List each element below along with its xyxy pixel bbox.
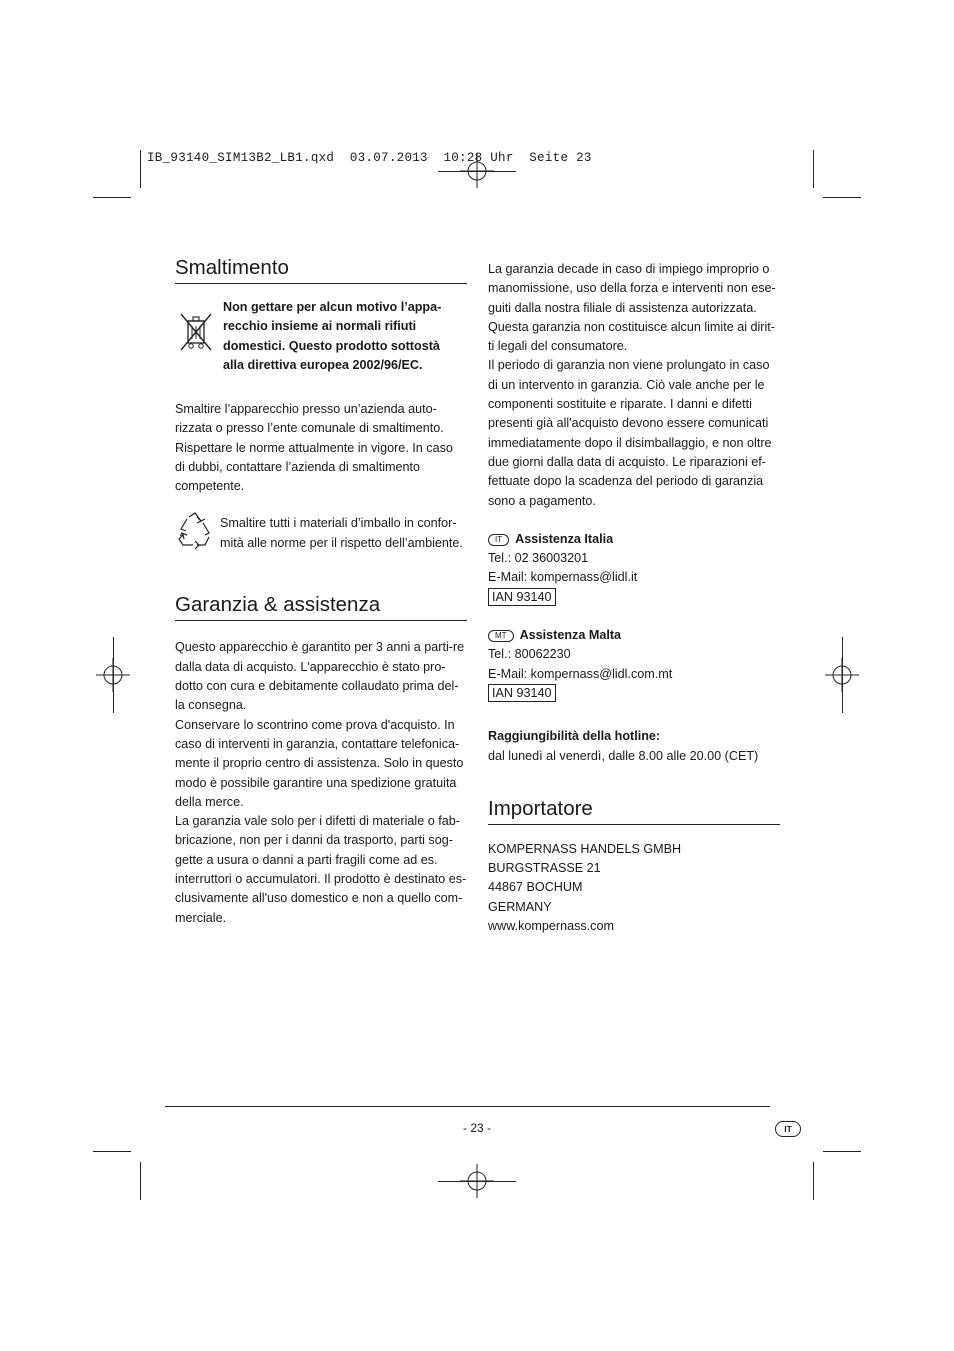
garanzia-p3: La garanzia vale solo per i difetti di materiale o fab-bricazione, non per i danni da trasporto, parti sog-gette a usura o danni a parti fragili come ad es. interruttori o accumulatori. Il prodotto è destinato es-clusivamente all'uso domestico e non a quello com-merciale. <box>175 814 467 925</box>
importer-line: GERMANY <box>488 899 552 914</box>
italia-ian: IAN 93140 <box>488 588 556 606</box>
recycle-note <box>175 514 467 558</box>
importer-website: www.kompernass.com <box>488 919 614 934</box>
left-column <box>175 255 467 928</box>
garanzia-heading: Garanzia & assistenza <box>175 592 467 621</box>
malta-email: E-Mail: kompernass@lidl.com.mt <box>488 666 673 681</box>
hotline <box>488 727 780 766</box>
weee-warning <box>175 300 467 380</box>
italy-badge: IT <box>488 534 509 546</box>
garanzia-p1: Questo apparecchio è garantito per 3 anni a parti-re dalla data di acquisto. L'apparecchio è stato pro-dotto con cura e debitamente collaudato prima del-la consegna. <box>175 640 465 713</box>
malta-badge: MT <box>488 630 514 642</box>
footer-rule <box>165 1106 770 1107</box>
importer-address <box>488 840 780 936</box>
recycle-icon <box>175 511 215 557</box>
assistenza-italia-title: Assistenza Italia <box>515 531 614 546</box>
hotline-title: Raggiungibilità della hotline: <box>488 729 661 744</box>
assistenza-malta <box>488 626 780 703</box>
importer-line: BURGSTRASSE 21 <box>488 861 601 876</box>
italia-email: E-Mail: kompernass@lidl.it <box>488 570 638 585</box>
language-badge: IT <box>775 1121 801 1137</box>
right-column <box>488 260 780 936</box>
hotline-hours: dal lunedì al venerdì, dalle 8.00 alle 20.00 (CET) <box>488 748 759 763</box>
disposal-paragraph: Smaltire l’apparecchio presso un’azienda auto-rizzata o presso l’ente comunale di smaltimento. Rispettare le norme attualmente in vigore. In caso di dubbi, contattare l’azienda di smaltimento competente. <box>175 402 453 494</box>
smaltimento-heading: Smaltimento <box>175 255 467 284</box>
importer-line: 44867 BOCHUM <box>488 880 583 895</box>
importatore-heading: Importatore <box>488 796 780 825</box>
garanzia-p2: Conservare lo scontrino come prova d'acquisto. In caso di interventi in garanzia, contattare telefonica-mente il proprio centro di assistenza. Solo in questo modo è possibile garantire una spedizione gratuita della merce. <box>175 717 464 809</box>
assistenza-malta-title: Assistenza Malta <box>519 628 622 643</box>
page-number: - 23 - <box>462 1121 491 1135</box>
right-p3: Il periodo di garanzia non viene prolungato in caso di un intervento in garanzia. Ciò vale anche per le componenti sostituite e riparate. I danni e difetti presenti già all'acquisto devono essere comunicati immediatamente dopo il disimballaggio, e non oltre due giorni dalla data di acquisto. Le riparazioni ef-fettuate dopo la scadenza del periodo di garanzia sono a pagamento. <box>488 358 772 508</box>
weee-warning-text: Non gettare per alcun motivo l’appa-recchio insieme ai normali rifiuti domestici. Questo prodotto sottostà alla direttiva europea 2002/96/EC. <box>223 300 442 372</box>
right-p1: La garanzia decade in caso di impiego improprio o manomissione, uso della forza e interventi non ese-guiti dalla nostra filiale di assistenza autorizzata. <box>488 262 776 315</box>
malta-tel: Tel.: 80062230 <box>488 647 571 662</box>
malta-ian: IAN 93140 <box>488 684 556 702</box>
recycle-text: Smaltire tutti i materiali d’imballo in confor-mità alle norme per il rispetto dell’ambiente. <box>220 516 463 550</box>
importer-line: KOMPERNASS HANDELS GMBH <box>488 841 682 856</box>
right-p2: Questa garanzia non costituisce alcun limite ai dirit-ti legali del consumatore. <box>488 319 775 354</box>
italia-tel: Tel.: 02 36003201 <box>488 551 589 566</box>
crossed-bin-icon <box>179 312 213 358</box>
print-slug: IB_93140_SIM13B2_LB1.qxd 03.07.2013 10:28 Uhr Seite 23 <box>147 151 592 165</box>
assistenza-italia <box>488 530 780 607</box>
